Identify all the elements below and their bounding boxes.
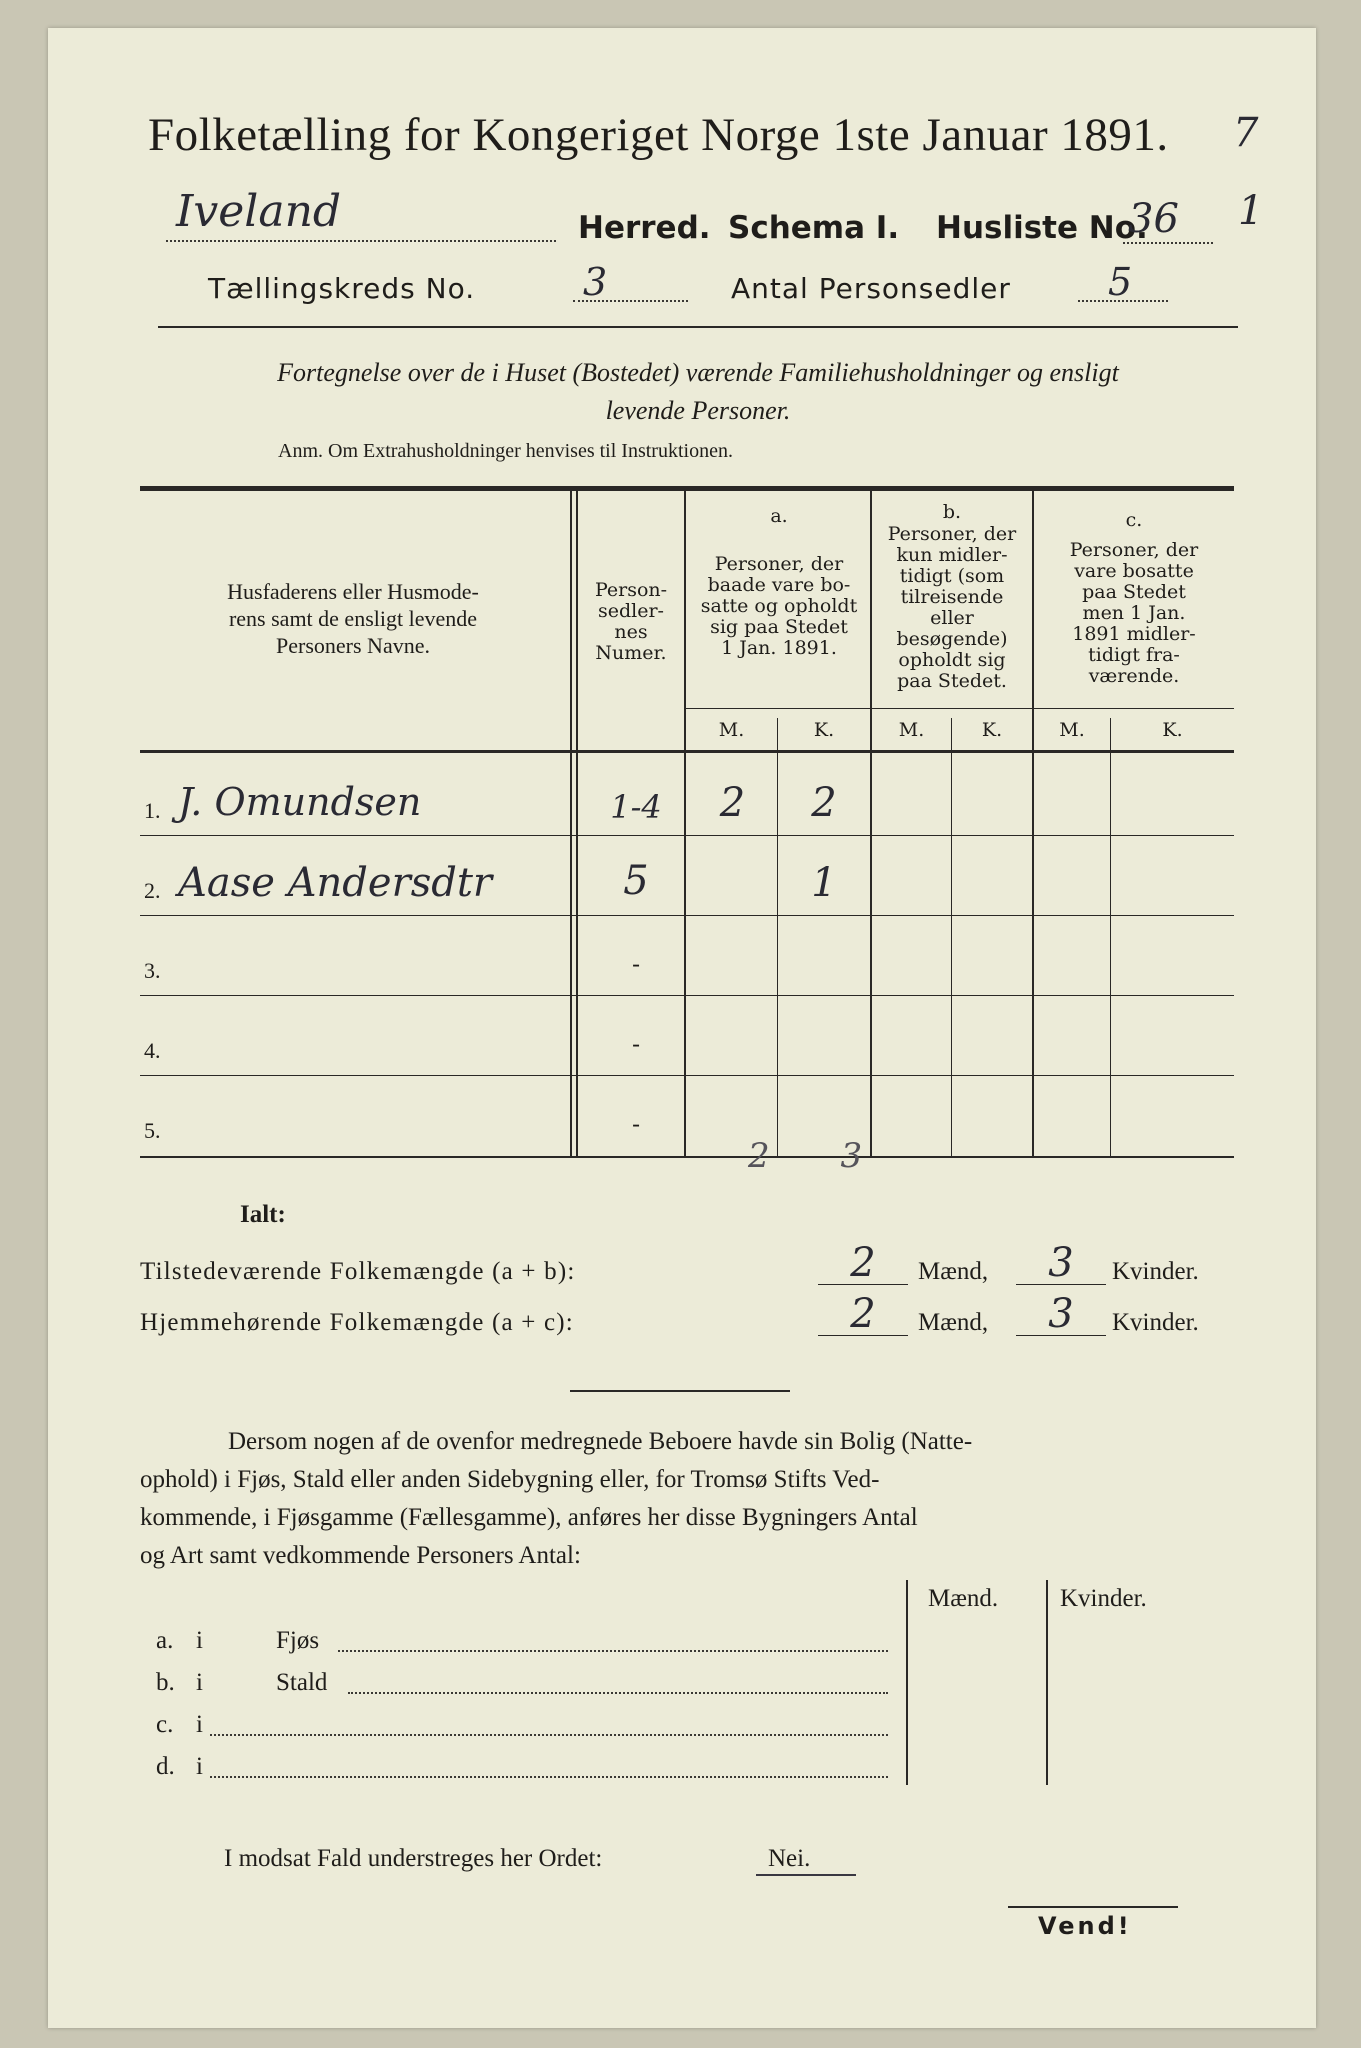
col-a-m: M. bbox=[718, 719, 745, 741]
form-title: Folketælling for Kongeriget Norge 1ste Januar 1891. bbox=[148, 109, 1169, 161]
col-b-letter: b. bbox=[942, 501, 962, 523]
row-1-a-k[interactable]: 2 bbox=[811, 780, 837, 826]
sum-scribble: 2 3 bbox=[748, 1136, 893, 1176]
husliste-value[interactable]: 36 bbox=[1128, 196, 1179, 242]
mk-top-rule bbox=[684, 708, 1234, 709]
row-2-rule bbox=[140, 915, 1234, 916]
col-a-letter: a. bbox=[770, 505, 788, 527]
modsat-label: I modsat Fald understreges her Ordet: bbox=[224, 1845, 603, 1872]
item-a-label: Fjøs bbox=[276, 1627, 320, 1654]
col-a-k: K. bbox=[813, 719, 835, 741]
row-4-rule bbox=[140, 1075, 1234, 1076]
tilstede-label: Tilstedeværende Folkemængde (a + b): bbox=[140, 1258, 576, 1285]
col-a-header: Personer, der baade vare bo- satte og opholdt sig paa Stedet 1 Jan. 1891. bbox=[700, 553, 858, 659]
item-b-label: Stald bbox=[276, 1669, 328, 1696]
kreds-label: Tællingskreds No. bbox=[208, 272, 476, 305]
vend-label: Vend! bbox=[1038, 1912, 1132, 1940]
row-1-name[interactable]: J. Omundsen bbox=[178, 780, 422, 824]
item-b-i: i bbox=[196, 1669, 203, 1696]
item-d-letter: d. bbox=[156, 1753, 175, 1780]
item-b-dotted-line bbox=[348, 1692, 888, 1694]
husliste-extra-mark: 1 bbox=[1238, 188, 1264, 234]
modsat-underline bbox=[756, 1874, 856, 1876]
herred-label: Herred. bbox=[578, 210, 711, 246]
row-2-a-k[interactable]: 1 bbox=[811, 860, 837, 906]
herred-dotted-line bbox=[166, 240, 556, 242]
row-2-name[interactable]: Aase Andersdtr bbox=[178, 860, 493, 906]
row-1-numer[interactable]: 1-4 bbox=[610, 788, 662, 826]
table-header-bottom-rule bbox=[140, 750, 1234, 753]
item-a-dotted-line bbox=[338, 1650, 888, 1652]
item-c-dotted-line bbox=[210, 1734, 888, 1736]
antal-value[interactable]: 5 bbox=[1108, 260, 1133, 304]
col-divider-numer bbox=[684, 491, 686, 1156]
buildings-paragraph: Dersom nogen af de ovenfor medregnede Beboere havde sin Bolig (Natte- ophold) i Fjøs, Stald eller anden Sidebygning eller, for Tromsø Stifts Ved- kommende, i Fjøsgamme (Fællesgamme), anføres her disse Bygningers Antal og Art samt vedkommende Personers Antal: bbox=[140, 1428, 973, 1569]
row-1-a-m[interactable]: 2 bbox=[719, 780, 746, 826]
row-3-numer: - bbox=[631, 950, 641, 978]
census-form-page bbox=[48, 28, 1316, 2028]
modsat-word: Nei. bbox=[768, 1845, 811, 1872]
section-divider bbox=[570, 1390, 790, 1392]
buildings-divider-1 bbox=[906, 1580, 908, 1785]
col-c-k: K. bbox=[1162, 719, 1183, 741]
col-c-m: M. bbox=[1059, 719, 1085, 741]
hjemme-kvinder-label: Kvinder. bbox=[1112, 1309, 1199, 1336]
col-divider-names bbox=[570, 491, 572, 1156]
tilstede-kvinder-label: Kvinder. bbox=[1112, 1258, 1199, 1285]
hjemme-label: Hjemmehørende Folkemængde (a + c): bbox=[140, 1309, 574, 1336]
row-4-number: 4. bbox=[144, 1038, 161, 1063]
tilstede-maend-value[interactable]: 2 bbox=[850, 1240, 876, 1286]
col-divider-b-mk bbox=[951, 718, 952, 1156]
buildings-kvinder-header: Kvinder. bbox=[1060, 1585, 1147, 1612]
row-2-numer[interactable]: 5 bbox=[623, 858, 649, 904]
row-4-numer: - bbox=[631, 1030, 641, 1058]
item-a-i: i bbox=[196, 1627, 203, 1654]
hjemme-maend-value[interactable]: 2 bbox=[850, 1291, 876, 1337]
kreds-value[interactable]: 3 bbox=[583, 260, 608, 304]
herred-value[interactable]: Iveland bbox=[176, 186, 342, 237]
anm-note: Anm. Om Extrahusholdninger henvises til Instruktionen. bbox=[278, 440, 733, 462]
col-b-m: M. bbox=[898, 719, 925, 741]
row-1-number: 1. bbox=[144, 798, 161, 823]
row-3-number: 3. bbox=[144, 958, 161, 983]
hjemme-maend-label: Mænd, bbox=[918, 1309, 989, 1336]
col-c-letter: c. bbox=[1125, 509, 1143, 531]
row-5-numer: - bbox=[631, 1110, 641, 1138]
ialt-label: Ialt: bbox=[240, 1201, 286, 1228]
tilstede-kvinder-value[interactable]: 3 bbox=[1048, 1240, 1074, 1286]
names-column-header: Husfaderens eller Husmode- rens samt de ensligt levende Personers Navne. bbox=[227, 579, 479, 658]
col-b-k: K. bbox=[981, 719, 1003, 741]
intro-line-1: Fortegnelse over de i Huset (Bostedet) værende Familiehusholdninger og ensligt bbox=[277, 358, 1119, 387]
item-c-i: i bbox=[196, 1711, 203, 1738]
row-1-rule bbox=[140, 835, 1234, 836]
table-bottom-rule bbox=[140, 1156, 1234, 1158]
buildings-divider-2 bbox=[1046, 1580, 1048, 1785]
table-top-rule bbox=[140, 486, 1234, 491]
intro-line-2: levende Personer. bbox=[605, 396, 791, 425]
col-divider-c-mk bbox=[1110, 718, 1111, 1156]
schema-label: Schema I. bbox=[728, 210, 900, 246]
vend-rule bbox=[1008, 1906, 1178, 1908]
husliste-label: Husliste No. bbox=[936, 210, 1148, 246]
husliste-dotted-line bbox=[1123, 242, 1213, 244]
col-b-header: Personer, der kun midler- tidigt (som tilreisende eller besøgende) opholdt sig paa Stedet. bbox=[887, 523, 1017, 692]
row-3-rule bbox=[140, 995, 1234, 996]
row-2-number: 2. bbox=[144, 878, 161, 903]
hjemme-kvinder-value[interactable]: 3 bbox=[1048, 1291, 1074, 1337]
item-a-letter: a. bbox=[156, 1627, 174, 1654]
col-c-header: Personer, der vare bosatte paa Stedet men 1 Jan. 1891 midler- tidigt fra- værende. bbox=[1069, 539, 1199, 687]
item-b-letter: b. bbox=[156, 1669, 175, 1696]
header-rule bbox=[158, 326, 1238, 328]
antal-label: Antal Personsedler bbox=[731, 272, 1011, 305]
item-d-i: i bbox=[196, 1753, 203, 1780]
tilstede-maend-label: Mænd, bbox=[918, 1258, 989, 1285]
row-5-number: 5. bbox=[144, 1118, 161, 1143]
title-margin-mark: 7 bbox=[1233, 110, 1259, 156]
numer-column-header: Person- sedler- nes Numer. bbox=[594, 579, 668, 664]
item-d-dotted-line bbox=[210, 1776, 888, 1778]
item-c-letter: c. bbox=[156, 1711, 174, 1738]
buildings-maend-header: Mænd. bbox=[928, 1585, 999, 1612]
